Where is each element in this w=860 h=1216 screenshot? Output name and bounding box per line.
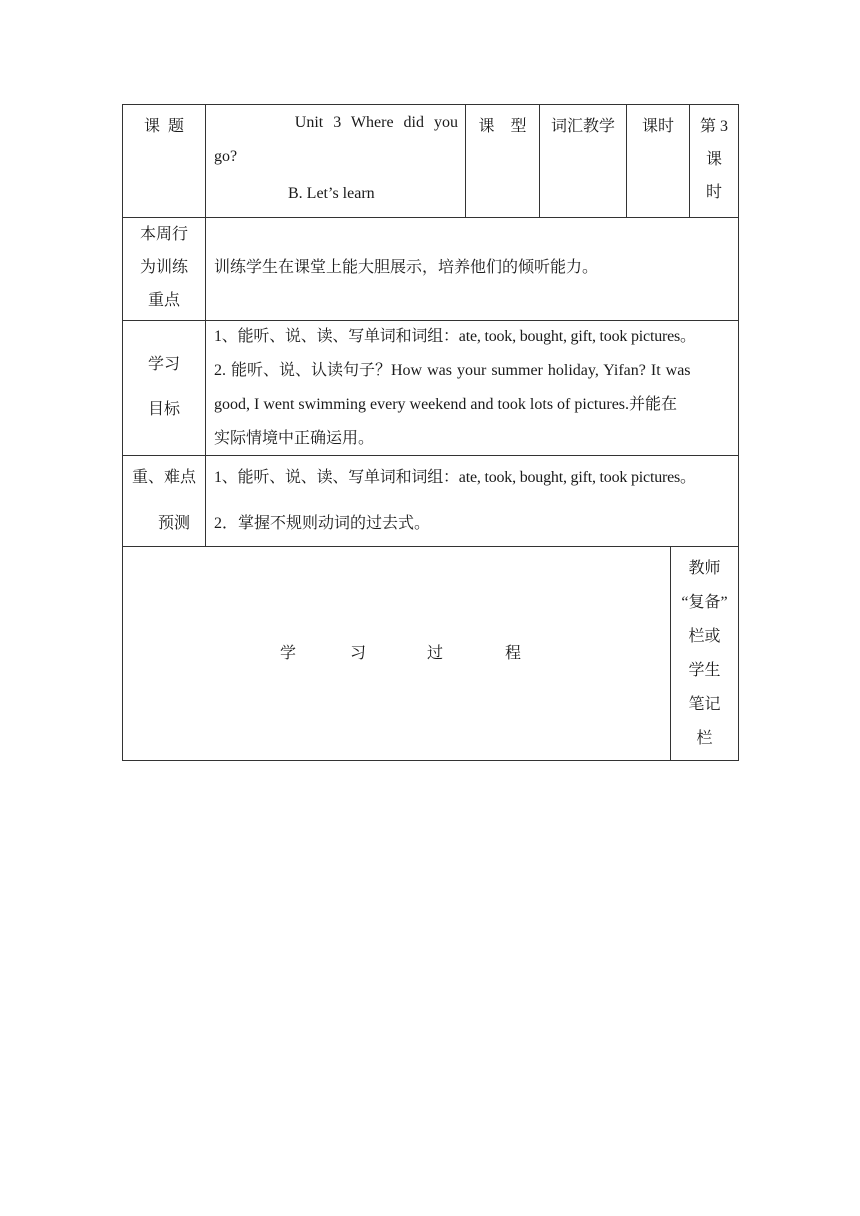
notes-label-2: “复备” bbox=[681, 594, 728, 611]
notes-label-5: 笔记 bbox=[688, 696, 721, 713]
notes-label-4: 学生 bbox=[688, 662, 721, 679]
row-divider-4 bbox=[122, 546, 739, 547]
process-char-2: 习 bbox=[350, 645, 367, 662]
week-focus-label-1: 本周行 bbox=[139, 226, 188, 243]
objectives-label-1: 学习 bbox=[147, 356, 180, 373]
week-focus-content: 训练学生在课堂上能大胆展示，培养他们的倾听能力。 bbox=[214, 259, 599, 276]
key-points-label-1: 重、难点 bbox=[131, 469, 196, 486]
topic-line-3: B. Let’s learn bbox=[288, 185, 375, 202]
table-border-left bbox=[122, 104, 123, 761]
table-border-top bbox=[122, 104, 739, 105]
topic-line-2: go? bbox=[214, 148, 238, 165]
process-char-3: 过 bbox=[427, 645, 444, 662]
objectives-line-4: 实际情境中正确运用。 bbox=[214, 430, 375, 447]
period-label: 课时 bbox=[641, 118, 674, 135]
type-label: 课 型 bbox=[478, 118, 527, 135]
notes-label-6: 栏 bbox=[696, 730, 713, 747]
period-value-line-1: 第 3 bbox=[699, 118, 728, 135]
week-focus-label-3: 重点 bbox=[147, 292, 180, 309]
objectives-label-2: 目标 bbox=[147, 401, 180, 418]
objectives-line-3: good, I went swimming every weekend and took lots of pictures.并能在 bbox=[214, 396, 678, 413]
process-char-1: 学 bbox=[280, 645, 297, 662]
table-border-bottom bbox=[122, 760, 739, 761]
row-divider-1 bbox=[122, 217, 739, 218]
objectives-line-1: 1、能听、说、读、写单词和词组：ate, took, bought, gift, took pictures。 bbox=[214, 328, 696, 345]
key-points-line-1: 1、能听、说、读、写单词和词组：ate, took, bought, gift, took pictures。 bbox=[214, 469, 696, 486]
table-border-right bbox=[738, 104, 739, 761]
topic-label: 课 题 bbox=[143, 118, 184, 135]
period-value-line-3: 时 bbox=[705, 184, 722, 201]
key-points-label-2: 预测 bbox=[158, 515, 191, 532]
key-points-line-2: 2．掌握不规则动词的过去式。 bbox=[214, 515, 431, 532]
process-char-4: 程 bbox=[505, 645, 522, 662]
label-column-divider bbox=[205, 104, 206, 547]
week-focus-label-2: 为训练 bbox=[139, 259, 188, 276]
notes-label-3: 栏或 bbox=[688, 628, 721, 645]
period-value-line-2: 课 bbox=[705, 151, 722, 168]
objectives-line-2: 2. 能听、说、认读句子？How was your summer holiday, Yifan? It was bbox=[214, 362, 691, 379]
notes-label-1: 教师 bbox=[688, 560, 721, 577]
topic-line-1: Unit 3 Where did you bbox=[294, 114, 458, 131]
type-value: 词汇教学 bbox=[550, 118, 615, 135]
